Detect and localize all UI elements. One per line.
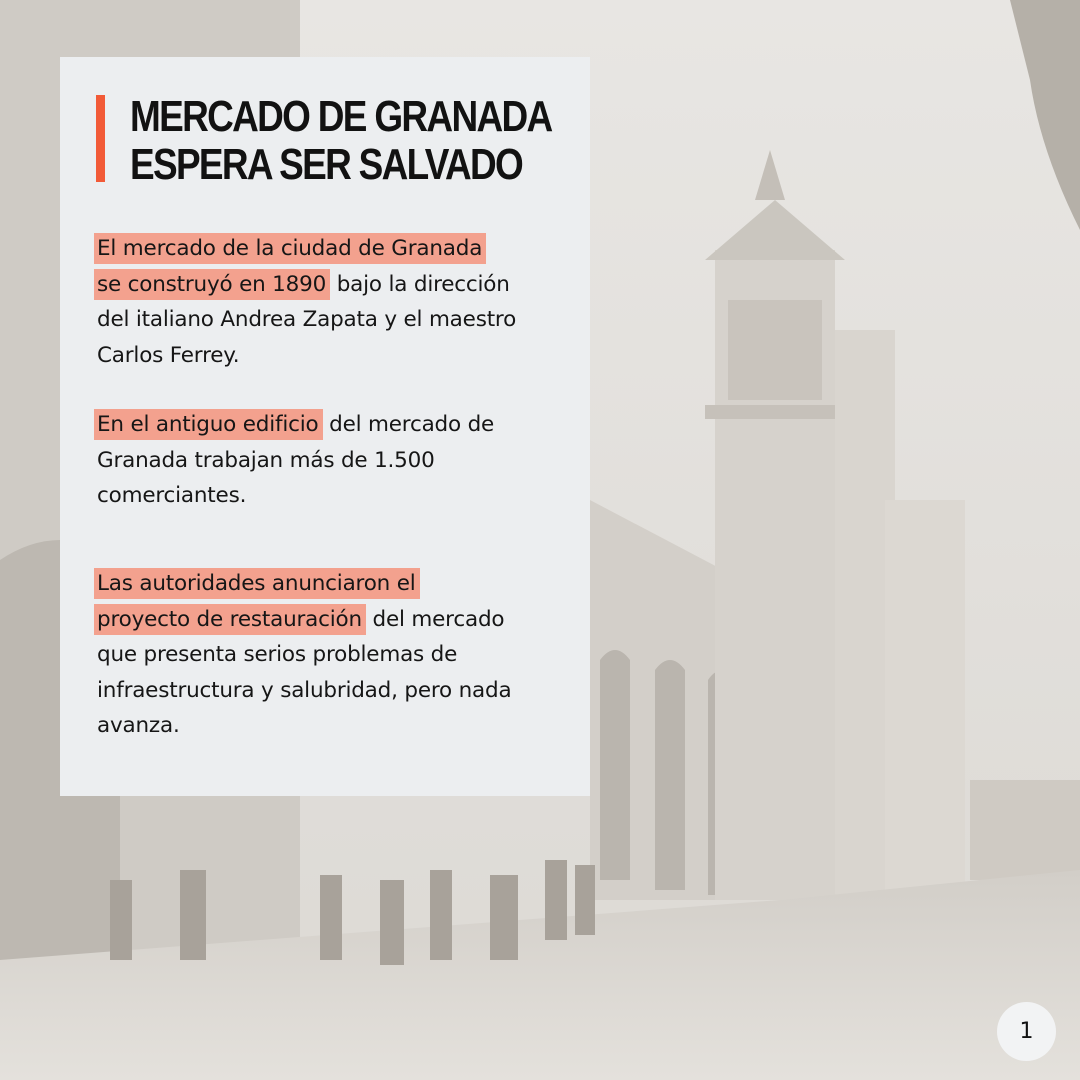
headline [130, 92, 552, 189]
highlight-1b: se construyó en 1890 [94, 269, 330, 300]
paragraph-2-text: del mercado de Granada trabajan más de 1.500 comerciantes. [97, 412, 495, 508]
highlight-3b: proyecto de restauración [94, 604, 366, 635]
highlight-2: En el antiguo edificio [94, 409, 323, 440]
paragraph-2 [97, 407, 547, 514]
headline-line-1: MERCADO DE GRANADA [130, 92, 552, 141]
highlight-3a: Las autoridades anunciaron el [94, 568, 420, 599]
paragraph-1-text: bajo la dirección del italiano Andrea Zapata y el maestro Carlos Ferrey. [97, 271, 517, 368]
headline-line-2: ESPERA SER SALVADO [130, 140, 523, 189]
paragraph-3 [97, 566, 547, 744]
page-number-badge: 1 [997, 1002, 1056, 1061]
paragraph-3-text: del mercado que presenta serios problemas de infraestructura y salubridad, pero nada avanza. [97, 606, 512, 738]
highlight-1a: El mercado de la ciudad de Granada [94, 233, 486, 264]
accent-bar [96, 95, 105, 182]
info-card [60, 57, 590, 796]
paragraph-1 [97, 231, 547, 373]
